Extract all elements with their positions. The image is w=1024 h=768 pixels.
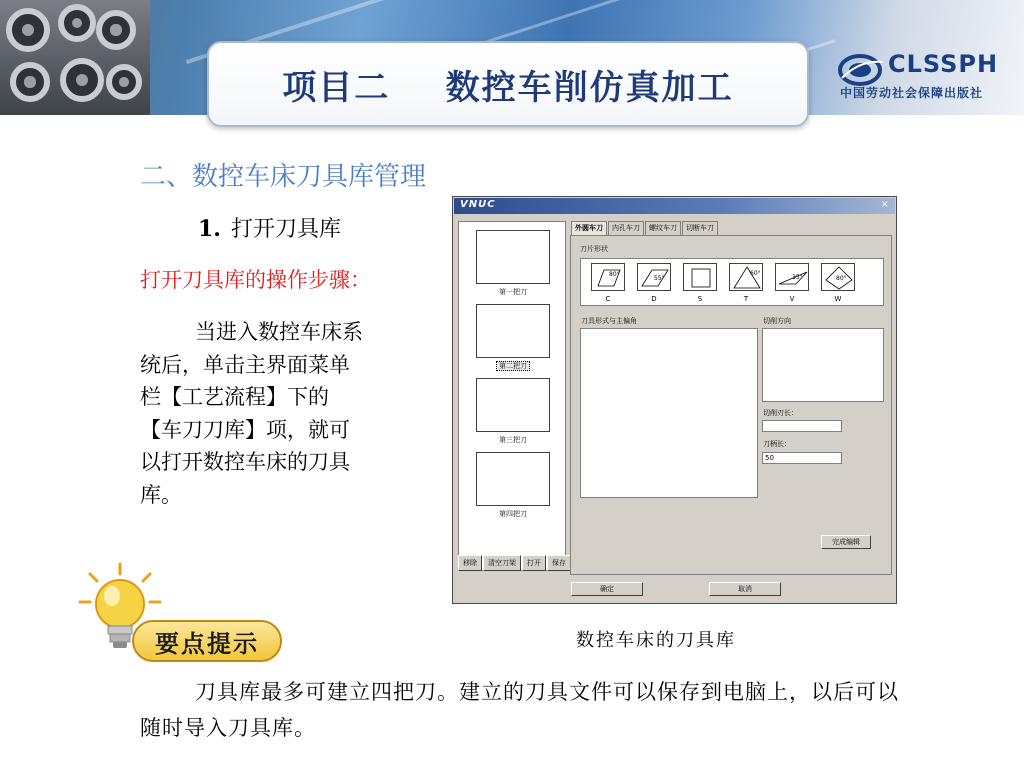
tool-slot-1-label: 第一把刀 (499, 288, 527, 296)
svg-text:55°: 55° (654, 275, 665, 282)
blade-shape-s[interactable] (683, 263, 717, 291)
cut-direction-label: 切削方向 (763, 317, 791, 325)
cut-direction-box[interactable] (762, 328, 884, 402)
gear-icon (6, 8, 50, 52)
svg-text:35°: 35° (792, 274, 803, 281)
dialog-titlebar (454, 198, 895, 214)
tab-panel (570, 235, 892, 575)
tool-slot-4[interactable] (476, 452, 550, 506)
blade-shape-c-label: C (605, 295, 611, 303)
key-point-note: 刀具库最多可建立四把刀。建立的刀具文件可以保存到电脑上，以后可以随时导入刀具库。 (140, 680, 899, 740)
tool-type-tabs (571, 221, 719, 235)
publisher-subtitle: 中国劳动社会保障出版社 (840, 86, 984, 100)
cut-edge-input[interactable] (762, 420, 842, 432)
ok-button[interactable]: 确定 (571, 582, 643, 596)
slide-title: 项目二 数控车削仿真加工 (282, 67, 734, 108)
blade-shape-d[interactable] (637, 263, 671, 291)
steps-label: 打开刀具库的操作步骤： (140, 268, 371, 292)
tool-form-list[interactable] (580, 328, 758, 498)
slide-title-box (207, 41, 809, 127)
tab-boring[interactable]: 内孔车刀 (608, 221, 644, 235)
open-button[interactable]: 打开 (522, 555, 546, 571)
clear-rack-button[interactable]: 清空刀架 (483, 555, 521, 571)
tool-slot-3-label: 第三把刀 (499, 436, 527, 444)
figure-caption: 数控车床的刀具库 (576, 630, 736, 651)
blade-shape-label: 刀片形状 (580, 245, 608, 253)
step-number: 1. (198, 216, 221, 242)
tab-external-turning[interactable]: 外圆车刀 (571, 221, 607, 235)
blade-shape-group (580, 258, 884, 306)
blade-shape-t-label: T (743, 295, 749, 303)
blade-shape-v-label: V (789, 295, 795, 303)
tool-slot-2[interactable] (476, 304, 550, 358)
tool-library-dialog (452, 196, 897, 604)
app-logo: VNUC (460, 199, 496, 210)
gear-icon (106, 64, 142, 100)
publisher-logo (838, 50, 1008, 102)
blade-shape-c[interactable] (591, 263, 625, 291)
svg-text:80°: 80° (609, 271, 620, 278)
section-heading: 二、数控车床刀具库管理 (140, 162, 427, 192)
instruction-paragraph: 当进入数控车床系统后，单击主界面菜单栏【工艺流程】下的【车刀刀库】项，就可以打开数控车床的刀具库。 (140, 320, 363, 507)
slot-button-bar (458, 555, 571, 571)
svg-text:80°: 80° (836, 275, 847, 282)
remove-button[interactable]: 移除 (458, 555, 482, 571)
blade-shape-w[interactable] (821, 263, 855, 291)
key-point-badge: 要点提示 (132, 620, 282, 662)
blade-shape-v[interactable] (775, 263, 809, 291)
tab-parting[interactable]: 切断车刀 (682, 221, 718, 235)
tab-threading[interactable]: 螺纹车刀 (645, 221, 681, 235)
lathe-machine-image (0, 0, 150, 115)
handle-length-input[interactable]: 50 (762, 452, 842, 464)
tool-slot-3[interactable] (476, 378, 550, 432)
tool-slots-pane (458, 221, 566, 571)
tool-slot-2-label: 第二把刀 (459, 361, 567, 371)
cancel-button[interactable]: 取消 (709, 582, 781, 596)
tool-slot-4-label: 第四把刀 (499, 510, 527, 518)
gear-icon (10, 62, 50, 102)
handle-length-label: 刀柄长： (763, 440, 791, 448)
blade-shape-s-label: S (697, 295, 703, 303)
blade-shape-t[interactable] (729, 263, 763, 291)
publisher-brand: CLSSPH (888, 50, 999, 78)
finish-edit-button[interactable]: 完成编辑 (821, 535, 871, 549)
blade-shape-w-label: W (834, 295, 842, 303)
tool-slot-1[interactable] (476, 230, 550, 284)
gear-icon (58, 4, 96, 42)
gear-icon (60, 58, 104, 102)
step-title (198, 212, 341, 243)
cut-edge-label: 切削刃长： (763, 409, 798, 417)
svg-text:60°: 60° (750, 270, 761, 277)
tool-form-label: 刀具形式与主偏角 (581, 317, 637, 325)
gear-icon (96, 10, 136, 50)
close-icon[interactable]: × (880, 199, 889, 210)
step-title-text: 打开刀具库 (230, 217, 341, 242)
publisher-emblem-icon (838, 52, 886, 88)
save-button[interactable]: 保存 (547, 555, 571, 571)
blade-shape-d-label: D (651, 295, 657, 303)
